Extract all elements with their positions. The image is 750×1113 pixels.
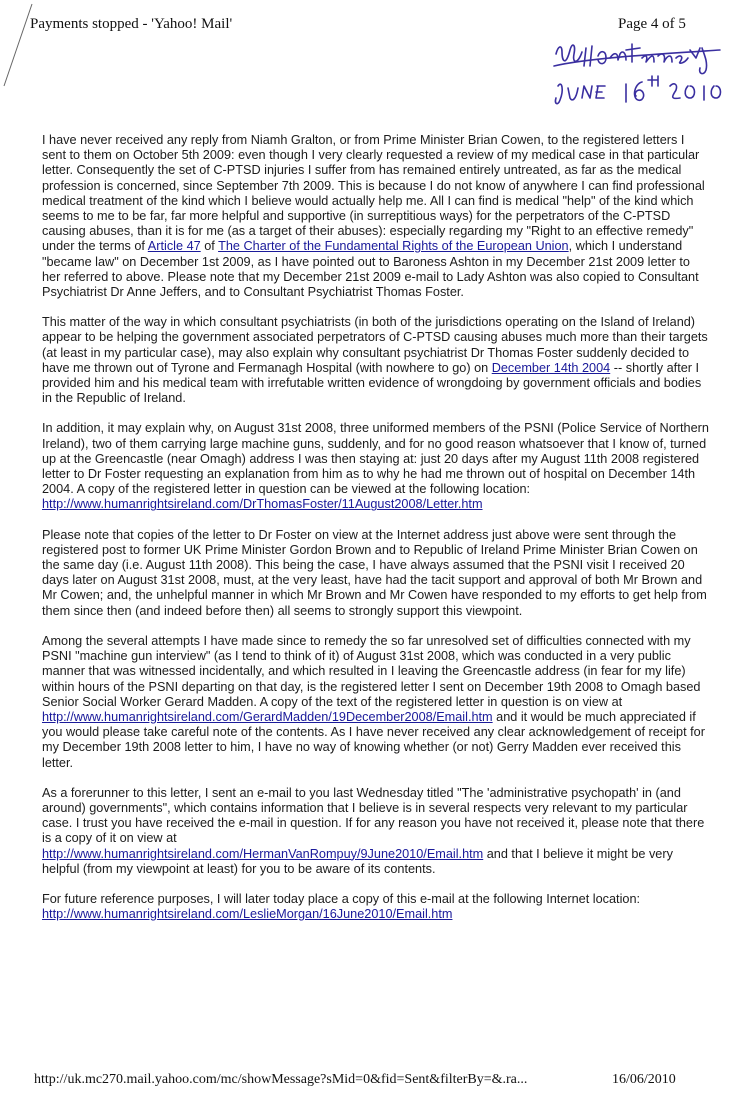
leslie-morgan-email-link[interactable]: http://www.humanrightsireland.com/LeslieMorgan/16June2010/Email.htm	[42, 907, 453, 922]
paragraph-text: In addition, it may explain why, on August 31st 2008, three uniformed members of the PSNI (Police Service of Northern Ireland), two of them carrying large machine guns, suddenly, and for no good reason whatsoever that I know of, turned up at the Greencastle (near Omagh) address I was then staying at: just 20 days after my August 11th 2008 registered letter to Dr Foster requesting an explanation from him as to why he had me thrown out of hospital on December 14th 2004. A copy of the registered letter in question can be viewed at the following location:	[42, 421, 709, 497]
page-header-title: Payments stopped - 'Yahoo! Mail'	[30, 16, 233, 32]
paragraph-7	[42, 892, 710, 922]
paragraph-text: -- shortly after I provided him and his medical team with irrefutable written evidence of wrongdoing by government officials and bodies in the Republic of Ireland.	[42, 360, 702, 406]
page-number: Page 4 of 5	[618, 16, 686, 32]
scan-edge-mark	[0, 0, 40, 90]
herman-van-rompuy-email-link[interactable]: http://www.humanrightsireland.com/HermanVanRompuy/9June2010/Email.htm	[42, 846, 484, 861]
paragraph-text: and it would be much appreciated if you would please take careful note of the contents. As I have never received any clear acknowledgement of receipt for my December 19th 2008 letter to him, I have no way of knowing whether (or not) Gerry Madden ever received this letter.	[42, 709, 705, 770]
paragraph-text: As a forerunner to this letter, I sent an e-mail to you last Wednesday titled "The 'administrative psychopath' in (and around) governments", which contains information that I believe is in several respects very relevant to my particular case. I trust you have received the e-mail in question. If for any reason you have not received it, please note that there is a copy of it on view at	[42, 785, 705, 846]
paragraph-text: and that I believe it might be very helpful (from my viewpoint at least) for you to be aware of its contents.	[42, 846, 673, 876]
paragraph-3	[42, 421, 710, 512]
paragraph-text: , which I understand "became law" on December 1st 2009, as I have pointed out to Baroness Ashton in my December 21st 2009 letter to her referred to above. Please note that my December 21st 2009 e-mail to Lady Ashton was also copied to Consultant Psychiatrist Dr Anne Jeffers, and to Consultant Psychiatrist Thomas Foster.	[42, 239, 699, 300]
paragraph-4	[42, 528, 710, 619]
article-47-link[interactable]: Article 47	[147, 239, 201, 254]
paragraph-text: Please note that copies of the letter to Dr Foster on view at the Internet address just above were sent through the registered post to former UK Prime Minister Gordon Brown and to Republic of Ireland Prime Minister Brian Cowen on the same day (i.e. August 11th 2008). This being the case, I have always assumed that the PSNI visit I received 20 days later on August 31st 2008, must, at the very least, have had the tacit support and approval of both Mr Brown and Mr Cowen; and, the unhelpful manner in which Mr Brown and Mr Cowen have responded to my efforts to get help from them since then (and indeed before then) all seems to strongly support this viewpoint.	[42, 527, 707, 618]
paragraph-5	[42, 634, 710, 771]
footer-date: 16/06/2010	[612, 1072, 676, 1087]
paragraph-text: This matter of the way in which consultant psychiatrists (in both of the jurisdictions operating on the Island of Ireland) appear to be helping the government associated perpetrators of C-PTSD causing abuses much more than their targets (at least in my particular case), may also explain why consultant psychiatrist Dr Thomas Foster suddenly decided to have me thrown out of Tyrone and Fermanagh Hospital (with nowhere to go) on	[42, 315, 708, 375]
paragraph-text: Among the several attempts I have made since to remedy the so far unresolved set of difficulties connected with my PSNI "machine gun interview" (as I tend to think of it) of August 31st 2008, which was conducted in a very public manner that was witnessed incidentally, and which resulted in I leaving the Greencastle address (in fear for my life) within hours of the PSNI departing on that day, is the registered letter I sent on December 19th 2008 to Omagh based Senior Social Worker Gerard Madden. A copy of the text of the registered letter in question is on view at	[42, 633, 701, 709]
signature-drawing	[548, 36, 748, 116]
paragraph-text: I have never received any reply from Niamh Gralton, or from Prime Minister Brian Cowen, to the registered letters I sent to them on October 5th 2009: even though I very clearly requested a review of my medical case in that particular letter. Consequently the set of C-PTSD injuries I suffer from has remained entirely untreated, as far as the medical profession is concerned, since September 7th 2009. This is because I do not know of anywhere I can find professional medical treatment of the kind which I believe would actually help me. All I can find is medical "help" of the kind which seems to me to be far, far more helpful and supportive (in surreptitious ways) for the perpetrators of the C-PTSD causing abuses, than it is for me (as a target of their abuses): especially regarding my "Right to an effective remedy" under the terms of	[42, 133, 705, 254]
paragraph-text: For future reference purposes, I will later today place a copy of this e-mail at the following Internet location:	[42, 891, 641, 906]
footer-url: http://uk.mc270.mail.yahoo.com/mc/showMessage?sMid=0&fid=Sent&filterBy=&.ra...	[34, 1072, 528, 1087]
gerard-madden-email-link[interactable]: http://www.humanrightsireland.com/GerardMadden/19December2008/Email.htm	[42, 709, 493, 724]
eu-charter-link[interactable]: The Charter of the Fundamental Rights of the European Union	[218, 239, 569, 254]
paragraph-1	[42, 133, 710, 300]
letter-body	[42, 133, 710, 937]
handwritten-signature	[548, 36, 748, 116]
paragraph-6	[42, 786, 710, 877]
paragraph-text: of	[200, 239, 219, 254]
december-14th-2004-link[interactable]: December 14th 2004	[491, 360, 611, 375]
paragraph-2	[42, 315, 710, 406]
dr-thomas-foster-letter-link[interactable]: http://www.humanrightsireland.com/DrThomasFoster/11August2008/Letter.htm	[42, 497, 483, 512]
